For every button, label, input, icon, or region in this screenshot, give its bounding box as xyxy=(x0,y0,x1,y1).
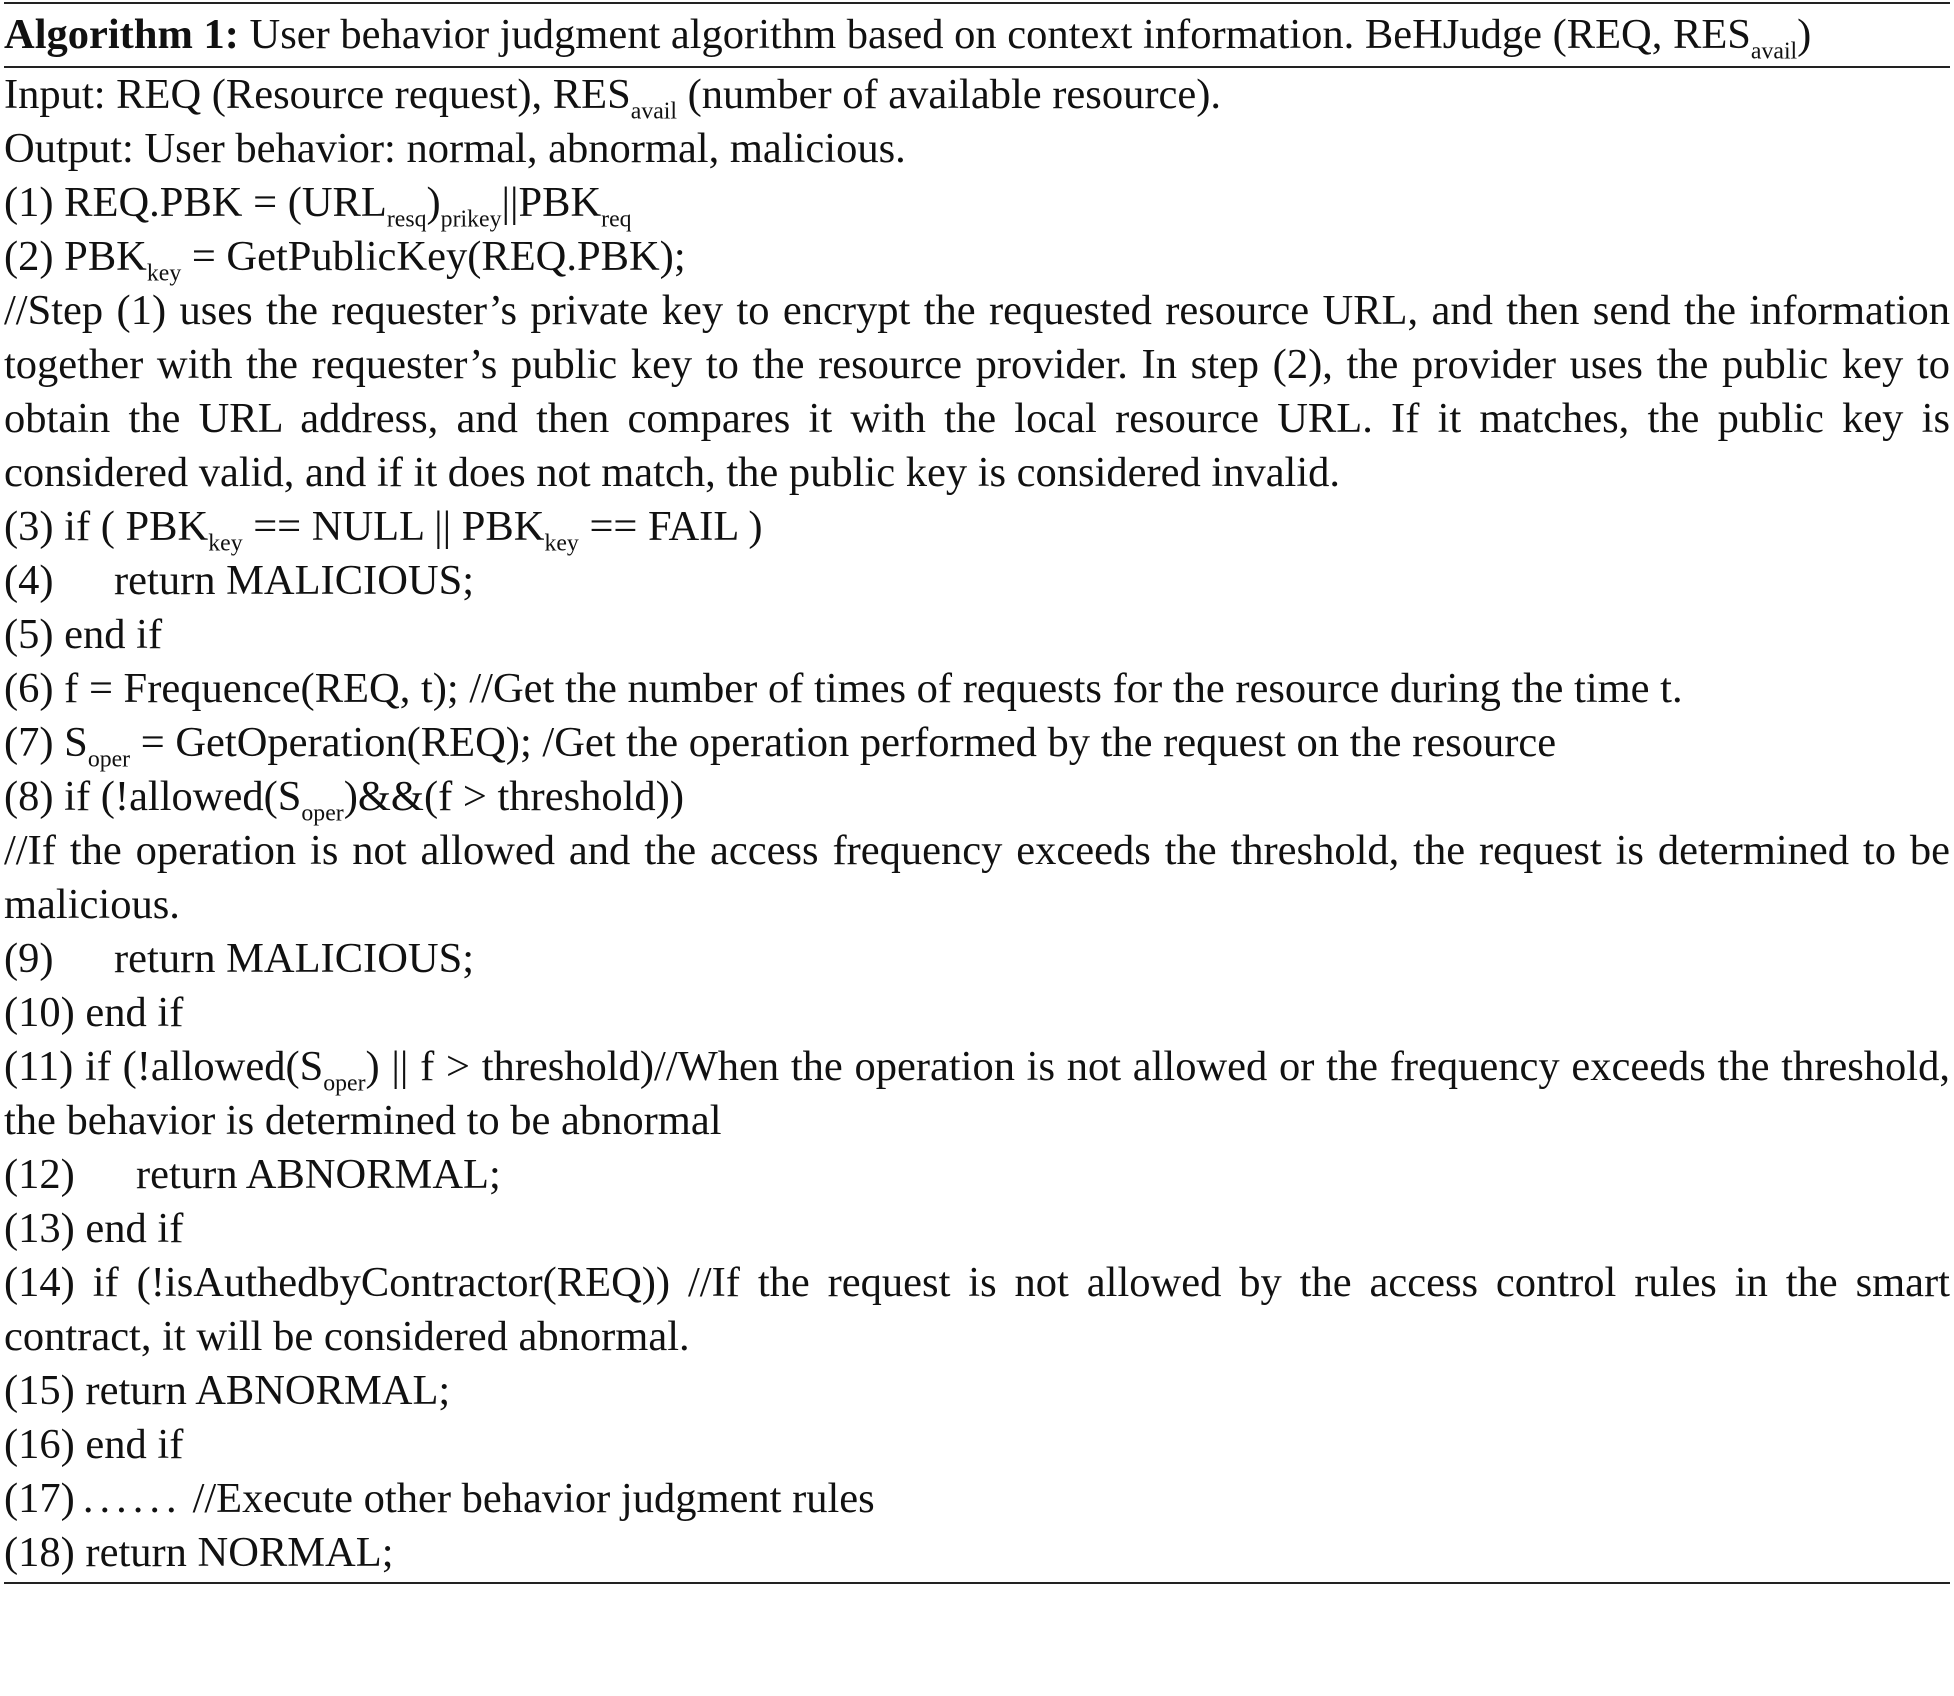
algorithm-title: Algorithm 1: xyxy=(4,11,239,58)
step-1-text: (1) REQ.PBK = (URL xyxy=(4,179,387,226)
step-5: (5) end if xyxy=(4,611,163,658)
step-18: (18) return NORMAL; xyxy=(4,1529,394,1576)
step-1-sub-prikey: prikey xyxy=(440,206,502,233)
step-1 xyxy=(4,176,1950,233)
step-9-code: return MALICIOUS; xyxy=(114,935,475,982)
step-11-sub: oper xyxy=(323,1070,366,1097)
step-7 xyxy=(4,716,1950,773)
step-7-sub: oper xyxy=(87,746,131,773)
step-12 xyxy=(4,1148,1950,1202)
step-17-comment: //Execute other behavior judgment rules xyxy=(192,1475,875,1522)
caption-text: User behavior judgment algorithm based on context information. BeHJudge (REQ, RES xyxy=(249,11,1751,58)
step-4-code: return MALICIOUS; xyxy=(114,557,475,604)
step-6: (6) f = Frequence(REQ, t); //Get the number of times of requests for the resource during the time t. xyxy=(4,665,1683,712)
step-2 xyxy=(4,230,1950,287)
step-3-text-end: == FAIL ) xyxy=(578,503,763,550)
step-14: (14) if (!isAuthedbyContractor(REQ)) //If the request is not allowed by the access control rules in the smart contract, it will be considered abnormal. xyxy=(4,1259,1950,1360)
step-9-number: (9) xyxy=(4,935,54,982)
step-12-code: return ABNORMAL; xyxy=(136,1151,501,1198)
step-15: (15) return ABNORMAL; xyxy=(4,1367,451,1414)
step-13: (13) end if xyxy=(4,1205,184,1252)
step-2-text: (2) PBK xyxy=(4,233,147,280)
step-8-text: (8) if (!allowed(S xyxy=(4,773,302,820)
caption-sub: avail xyxy=(1750,38,1798,65)
step-2-text-end: = GetPublicKey(REQ.PBK); xyxy=(181,233,686,280)
comment-step-8: //If the operation is not allowed and the access frequency exceeds the threshold, the request is determined to be malicious. xyxy=(4,827,1950,928)
step-7-text-end: = GetOperation(REQ); /Get the operation performed by the request on the resource xyxy=(130,719,1557,766)
step-3-text: (3) if ( PBK xyxy=(4,503,209,550)
step-1-concat: ||PBK xyxy=(501,179,602,226)
step-1-sub-resq: resq xyxy=(386,206,427,233)
output-line: Output: User behavior: normal, abnormal, malicious. xyxy=(4,125,906,172)
step-10: (10) end if xyxy=(4,989,184,1036)
step-17-number: (17) xyxy=(4,1475,75,1522)
step-7-text: (7) S xyxy=(4,719,88,766)
comment-step-1-2: //Step (1) uses the requester’s private key to encrypt the requested resource URL, and then send the information together with the requester’s public key to the resource provider. In step (2), the provider uses the public key to obtain the URL address, and then compares it with the local resource URL. If it matches, the public key is considered valid, and if it does not match, the public key is considered invalid. xyxy=(4,287,1950,496)
step-11 xyxy=(4,1040,1950,1148)
step-11-text: (11) if (!allowed(S xyxy=(4,1043,324,1090)
step-3-sub-2: key xyxy=(544,530,579,557)
bottom-rule xyxy=(4,1582,1950,1584)
input-text: Input: REQ (Resource request), RES xyxy=(4,71,631,118)
step-1-sub-req: req xyxy=(601,206,632,233)
step-8-sub: oper xyxy=(301,800,344,827)
step-9 xyxy=(4,932,1950,986)
algorithm-caption xyxy=(4,4,1950,65)
step-16: (16) end if xyxy=(4,1421,184,1468)
step-8-text-end: )&&(f > threshold)) xyxy=(343,773,684,820)
algorithm-box xyxy=(4,0,1950,1584)
step-3-text-mid: == NULL || PBK xyxy=(242,503,545,550)
step-4 xyxy=(4,554,1950,608)
input-line xyxy=(4,68,1950,125)
input-text-end: (number of available resource). xyxy=(677,71,1221,118)
step-3-sub-1: key xyxy=(208,530,243,557)
step-17-ellipsis: ...... xyxy=(82,1475,183,1522)
step-2-sub: key xyxy=(146,260,182,287)
step-3 xyxy=(4,500,1950,557)
step-12-number: (12) xyxy=(4,1151,75,1198)
step-8 xyxy=(4,770,1950,827)
step-4-number: (4) xyxy=(4,557,54,604)
caption-end: ) xyxy=(1797,11,1812,58)
step-11-text-end: ) || f > threshold)//When the operation is not allowed or the frequency exceeds the threshold, the behavior is determined to be abnormal xyxy=(4,1043,1950,1144)
input-sub: avail xyxy=(630,98,678,125)
step-1-paren: ) xyxy=(426,179,441,226)
step-17 xyxy=(4,1472,1950,1526)
